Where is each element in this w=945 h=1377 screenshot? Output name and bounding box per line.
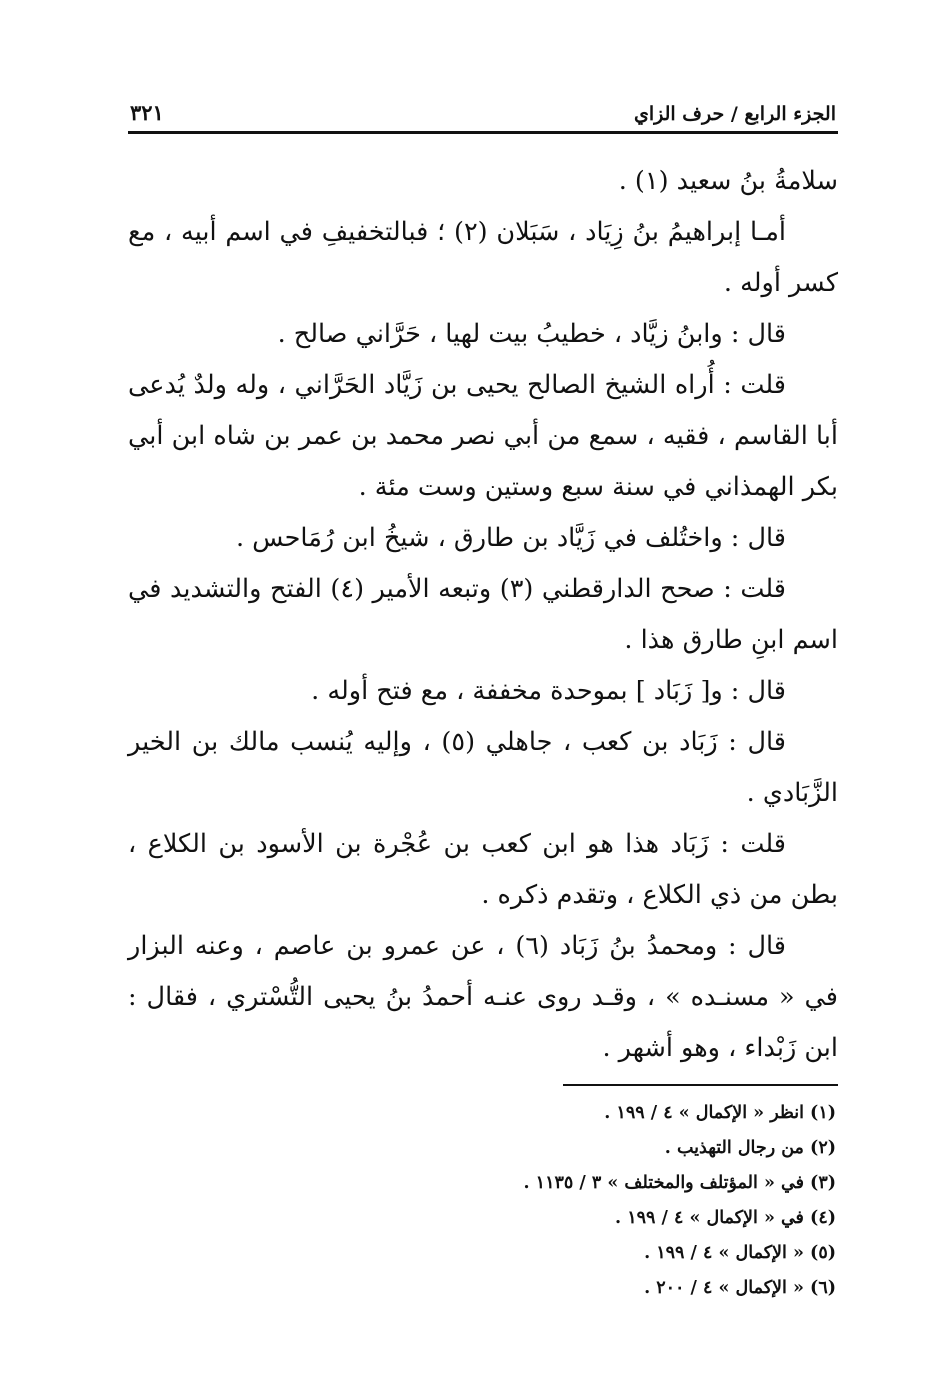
- footnote: (١) انظر « الإكمال » ٤ / ١٩٩ .: [604, 1103, 836, 1123]
- paragraph: قال : وابنُ زيَّاد ، خطيبُ بيت لهيا ، حَرَّاني صالح .: [277, 319, 786, 349]
- footnote: (٤) في « الإكمال » ٤ / ١٩٩ .: [615, 1208, 836, 1228]
- page-number: ٣٢١: [130, 100, 164, 125]
- paragraph: قال : واختُلف في زَيَّاد بن طارق ، شيخُ ابن رُمَاحس .: [235, 523, 786, 553]
- footnote-separator: [563, 1084, 838, 1086]
- paragraph: قلت : زَبَاد هذا هو ابن كعب بن عُجْرة بن الأسود بن الكلاع ، بطن من ذي الكلاع ، وتقدم ذكره .: [128, 829, 838, 910]
- main-text: [128, 156, 838, 1074]
- footnote: (٣) في « المؤتلف والمختلف » ٣ / ١١٣٥ .: [523, 1173, 836, 1193]
- page-header: [128, 100, 838, 134]
- running-title: الجزء الرابع / حرف الزاي: [633, 103, 836, 125]
- paragraph: أمـا إبراهيمُ بنُ زِيَاد ، سَبَلان (٢) ؛ فبالتخفيفِ في اسم أبيه ، مع كسر أوله .: [128, 217, 838, 298]
- book-page: [128, 100, 838, 1306]
- paragraph: قال : زَبَاد بن كعب ، جاهلي (٥) ، وإليه يُنسب مالك بن الخير الزَّبَادي .: [128, 727, 838, 808]
- footnote: (٢) من رجال التهذيب .: [664, 1138, 836, 1158]
- paragraph: سلامةُ بنُ سعيد (١) .: [618, 166, 838, 196]
- paragraph: قال : ومحمدُ بنُ زَبَاد (٦) ، عن عمرو بن عاصم ، وعنه البزار في « مسنـده » ، وقـد روى عنـه أحمدُ بنُ يحيى التُّسْتري ، فقال : ابن زَبْداء ، وهو أشهر .: [128, 931, 838, 1063]
- footnote: (٥) « الإكمال » ٤ / ١٩٩ .: [644, 1243, 836, 1263]
- paragraph: قال : و[ زَبَاد ] بموحدة مخففة ، مع فتح أوله .: [311, 676, 786, 706]
- footnote: (٦) « الإكمال » ٤ / ٢٠٠ .: [644, 1278, 836, 1298]
- footnotes: [128, 1096, 838, 1306]
- paragraph: قلت : أُراه الشيخ الصالح يحيى بن زَيَّاد الحَرَّاني ، وله ولدٌ يُدعى أبا القاسم ، فقيه ، سمع من أبي نصر محمد بن عمر بن شاه ابن أبي بكر الهمذاني في سنة سبع وستين وست مئة .: [128, 370, 838, 502]
- paragraph: قلت : صحح الدارقطني (٣) وتبعه الأمير (٤) الفتح والتشديد في اسم ابنِ طارق هذا .: [128, 574, 838, 655]
